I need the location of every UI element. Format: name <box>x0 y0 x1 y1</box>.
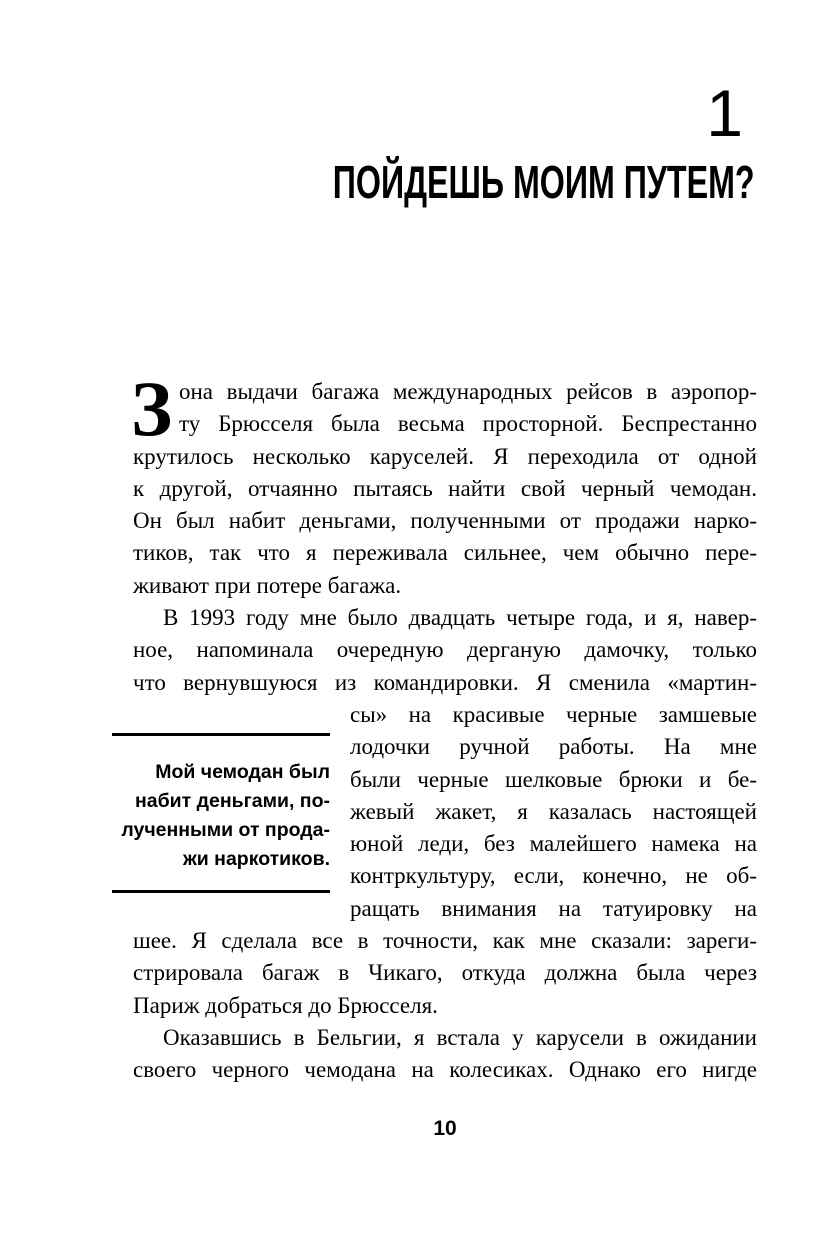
paragraph-1-rest <box>133 441 757 602</box>
text-line: лученными от прода- <box>121 819 330 841</box>
text-line: юной леди, без малейшего намека на <box>350 831 757 857</box>
text-line: шее. Я сделала все в точности, как мне сказали: зареги- <box>133 928 757 954</box>
chapter-number: 1 <box>706 76 743 150</box>
body-text-column <box>131 365 757 1087</box>
text-line: ращать внимания на татуировку на <box>350 895 757 921</box>
paragraph-3 <box>133 1022 757 1087</box>
text-line: Мой чемодан был <box>155 761 330 783</box>
text-line: живают при потере багажа. <box>133 572 402 598</box>
text-line: ное, напоминала очередную дерганую дамочку, только <box>133 637 757 663</box>
drop-cap: З <box>131 365 173 452</box>
text-line: лодочки ручной работы. На мне <box>350 734 757 760</box>
text-line: к другой, отчаянно пытаясь найти свой черный чемодан. <box>133 475 757 501</box>
text-line: жи наркотиков. <box>182 848 330 870</box>
text-line: что вернувшуюся из командировки. Я сменила «мартин- <box>133 669 757 695</box>
page-number: 10 <box>433 1117 457 1140</box>
pull-quote <box>112 733 330 893</box>
text-line: набит деньгами, по- <box>134 790 330 812</box>
paragraph-1-dropcap-lines <box>133 376 757 441</box>
text-line: своего черного чемодана на колесиках. Однако его нигде <box>133 1057 757 1083</box>
text-line: крутилось несколько каруселей. Я переходила от одной <box>133 443 757 469</box>
paragraph-2-wrapped-beside-quote <box>350 699 757 925</box>
text-line: сы» на красивые черные замшевые <box>350 701 757 727</box>
paragraph-2-intro <box>133 602 757 699</box>
text-line: Париж добраться до Брюсселя. <box>133 992 438 1018</box>
text-line: контркультуру, если, конечно, не об- <box>350 863 757 889</box>
text-line: она выдачи багажа международных рейсов в аэропор- <box>179 379 757 404</box>
text-line: жевый жакет, я казалась настоящей <box>350 798 757 824</box>
text-line: Он был набит деньгами, полученными от продажи нарко- <box>133 508 757 534</box>
text-line: ту Брюсселя была весьма просторной. Беспрестанно <box>179 411 757 437</box>
text-line: тиков, так что я переживала сильнее, чем обычно пере- <box>133 540 757 566</box>
text-line: стрировала багаж в Чикаго, откуда должна была через <box>133 960 757 986</box>
text-line: В 1993 году мне было двадцать четыре года, и я, навер- <box>163 605 757 631</box>
text-line: были черные шелковые брюки и бе- <box>350 766 757 792</box>
text-line: Оказавшись в Бельгии, я встала у карусели в ожидании <box>163 1024 757 1050</box>
paragraph-2-tail <box>133 925 757 1022</box>
chapter-title: ПОЙДЕШЬ МОИМ ПУТЕМ? <box>333 156 755 208</box>
